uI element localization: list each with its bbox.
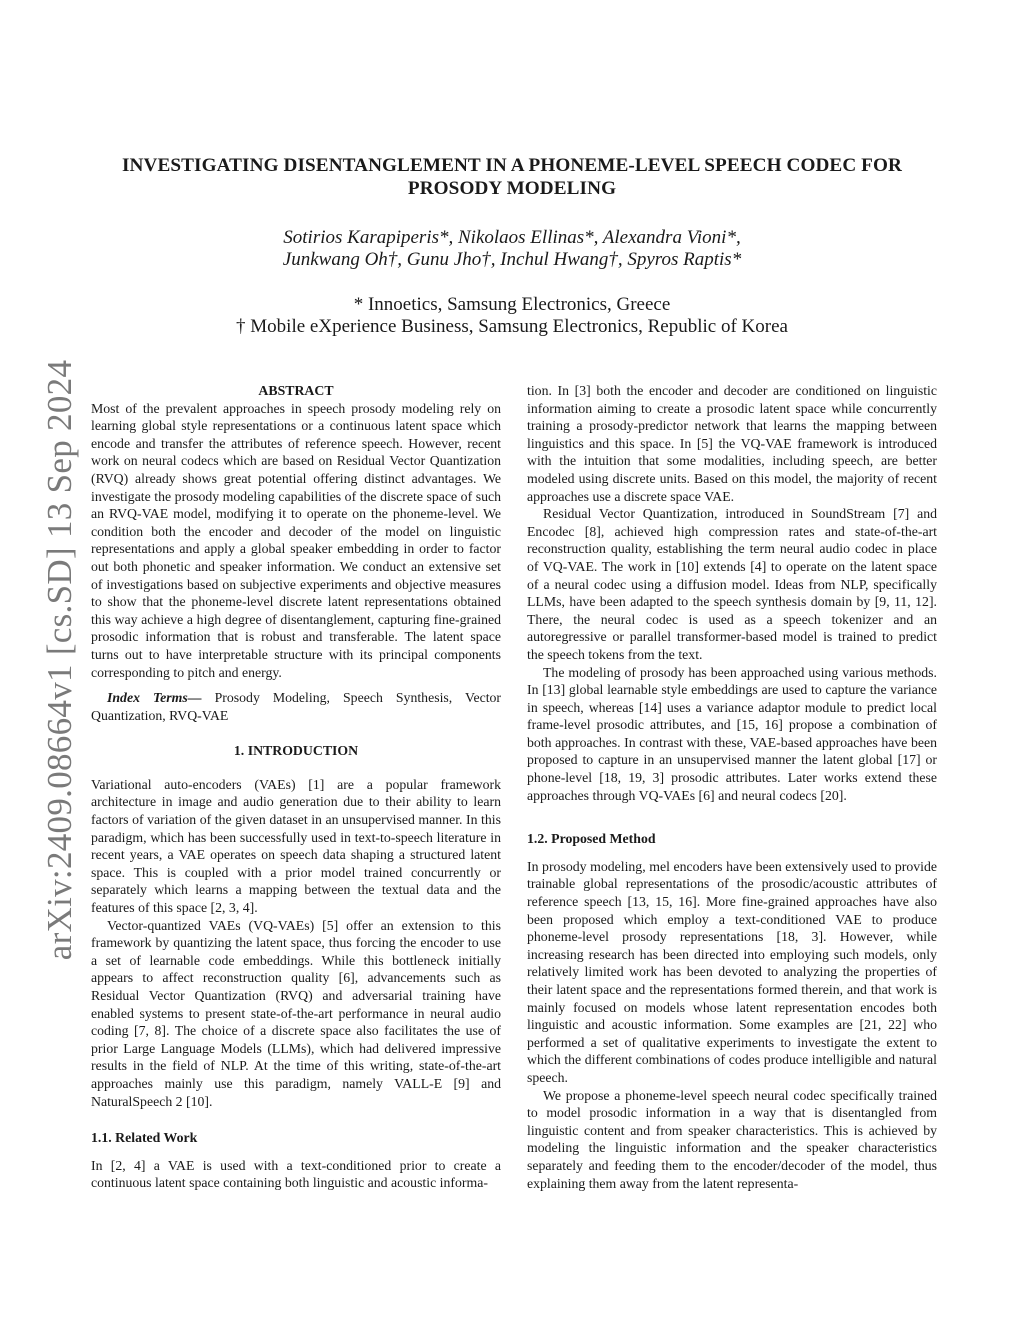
proposed-method-paragraph-2: We propose a phoneme-level speech neural codec specifically trained to model prosodic information in a way that is disentangled from linguistic content and from speaker characteristics. This is achieved by modeling the linguistic information and the speaker characteristics separately and feeding them to the encoder/decoder of the model, thus explaining them away from the latent representa-: [527, 1087, 937, 1191]
title-line-1: INVESTIGATING DISENTANGLEMENT IN A PHONEME-LEVEL SPEECH CODEC FOR: [121, 155, 902, 176]
author-list: [95, 227, 929, 271]
related-work-paragraph-1: In [2, 4] a VAE is used with a text-conditioned prior to create a continuous latent space containing both linguistic and acoustic informa-: [91, 1157, 501, 1191]
intro-heading: 1. INTRODUCTION: [233, 743, 359, 759]
affiliation-2: † Mobile eXperience Business, Samsung Electronics, Republic of Korea: [236, 316, 788, 337]
related-work-heading: 1.1. Related Work: [91, 1130, 198, 1146]
affiliation-1: * Innoetics, Samsung Electronics, Greece: [353, 294, 671, 315]
index-terms: [91, 689, 501, 724]
right-column: [527, 382, 937, 1192]
related-work-paragraph-3: Residual Vector Quantization, introduced in SoundStream [7] and Encodec [8], achieved high compression rates and state-of-the-art reconstruction quality, establishing the term neural audio codec in place of VQ-VAE. The work in [10] extends [4] to operate on the latent space of a neural codec using a diffusion model. Ideas from NLP, specifically LLMs, have been adapted to the speech synthesis domain by [9, 11, 12]. There, the neural codec is used as a speech tokenizer and an autoregressive or parallel transformer-based model is trained to predict the speech tokens from the text.: [527, 506, 937, 662]
arxiv-id[interactable]: arXiv:2409.08664v1 [cs.SD] 13 Sep 2024: [40, 359, 79, 961]
proposed-method-paragraph-1: In prosody modeling, mel encoders have been extensively used to provide trainable global representations of the prosodic/acoustic attributes of reference speech [13, 15, 16]. More fine-grained approaches have also been proposed which employ a text-conditioned VAE to produce phoneme-level prosody representations [18, 3]. However, while increasing research has been directed into employing such models, only relatively limited work has been devoted to analyzing the properties of their latent space and the representations formed therein, and that work is mainly focused on models whose latent representation encodes both linguistic and acoustic information. Some examples are [21, 22] who performed a set of qualitative experiments to investigate the extent to which the different combinations of codes produce intelligible and natural speech.: [527, 858, 937, 1085]
authors-line-2: Junkwang Oh†, Gunu Jho†, Inchul Hwang†, Spyros Raptis*: [282, 249, 742, 270]
title-line-2: PROSODY MODELING: [407, 178, 617, 199]
proposed-method-heading: 1.2. Proposed Method: [527, 831, 656, 847]
intro-paragraph-1: Variational auto-encoders (VAEs) [1] are a popular framework architecture in image and audio generation due to their ability to learn factors of variation of the given dataset in an unsupervised manner. In this paradigm, which has been successfully used in text-to-speech literature in recent years, a VAE operates on speech data shaping a structured latent space. This is coupled with a prior model trained concurrently or separately which learns a mapping between the textual data and the features of this space [2, 3, 4].: [91, 776, 501, 916]
related-work-paragraph-4: The modeling of prosody has been approached using various methods. In [13] global learnable style embeddings are used to capture the variance in speech, whereas [14] uses a variance adaptor module to predict local frame-level prosodic attributes, and [15, 16] propose a combination of both approaches. In contrast with these, VAE-based approaches have been proposed to capture in an unsupervised manner the latent global [17] or phone-level [18, 19, 3] prosodic attributes. Later works extend these approaches through VQ-VAEs [6] and neural codecs [20].: [527, 664, 937, 803]
index-terms-text: Prosody Modeling, Speech Synthesis, Vector Quantization, RVQ-VAE: [91, 690, 502, 723]
left-column: [91, 382, 501, 1192]
affiliations: [95, 294, 929, 338]
abstract-heading: ABSTRACT: [258, 383, 334, 398]
intro-paragraph-2: Vector-quantized VAEs (VQ-VAEs) [5] offer an extension to this framework by quantizing the latent space, thus forcing the encoder to use a set of learnable code embeddings. While this bottleneck initially appears to affect reconstruction quality [6], advancements such as Residual Vector Quantization (RVQ) and adversarial training have enabled systems to present state-of-the-art performance in neural audio coding [7, 8]. The choice of a discrete space also facilitates the use of prior Large Language Models (LLMs), which had delivered impressive results in the field of NLP. At the time of this writing, state-of-the-art approaches mainly use this paradigm, namely VALL-E [9] and NaturalSpeech 2 [10].: [91, 917, 501, 1109]
paper-title: [95, 154, 929, 200]
authors-line-1: Sotirios Karapiperis*, Nikolaos Ellinas*, Alexandra Vioni*,: [283, 227, 741, 248]
index-terms-label: Index Terms—: [107, 690, 202, 706]
related-work-paragraph-2: tion. In [3] both the encoder and decoder are conditioned on linguistic information aiming to create a prosodic latent space while concurrently training a prosody-predictor network that learns the mapping between linguistics and this space. In [5] the VQ-VAE framework is introduced with the intuition that some modalities, including speech, are better modeled using discrete units. Based on this model, the majority of recent approaches use a discrete space VAE.: [527, 383, 937, 504]
abstract-text: Most of the prevalent approaches in speech prosody modeling rely on learning global style representations or a continuous latent space which encode and transfer the attributes of reference speech. However, recent work on neural codecs which are based on Residual Vector Quantization (RVQ) already shows great potential offering distinct advantages. We investigate the prosody modeling capabilities of the discrete space of such an RVQ-VAE model, modifying it to operate on the phoneme-level. We condition both the encoder and decoder of the model on linguistic representations and apply a global speaker embedding in order to factor out both phonetic and speaker information. We conduct an extensive set of investigations based on subjective experiments and objective measures to show that the phoneme-level discrete latent representations obtained this way achieve a high degree of disentanglement, capturing fine-grained prosodic information that is robust and transferable. The latent space turns out to have interpretable structure with its principal components corresponding to pitch and energy.: [91, 400, 501, 680]
